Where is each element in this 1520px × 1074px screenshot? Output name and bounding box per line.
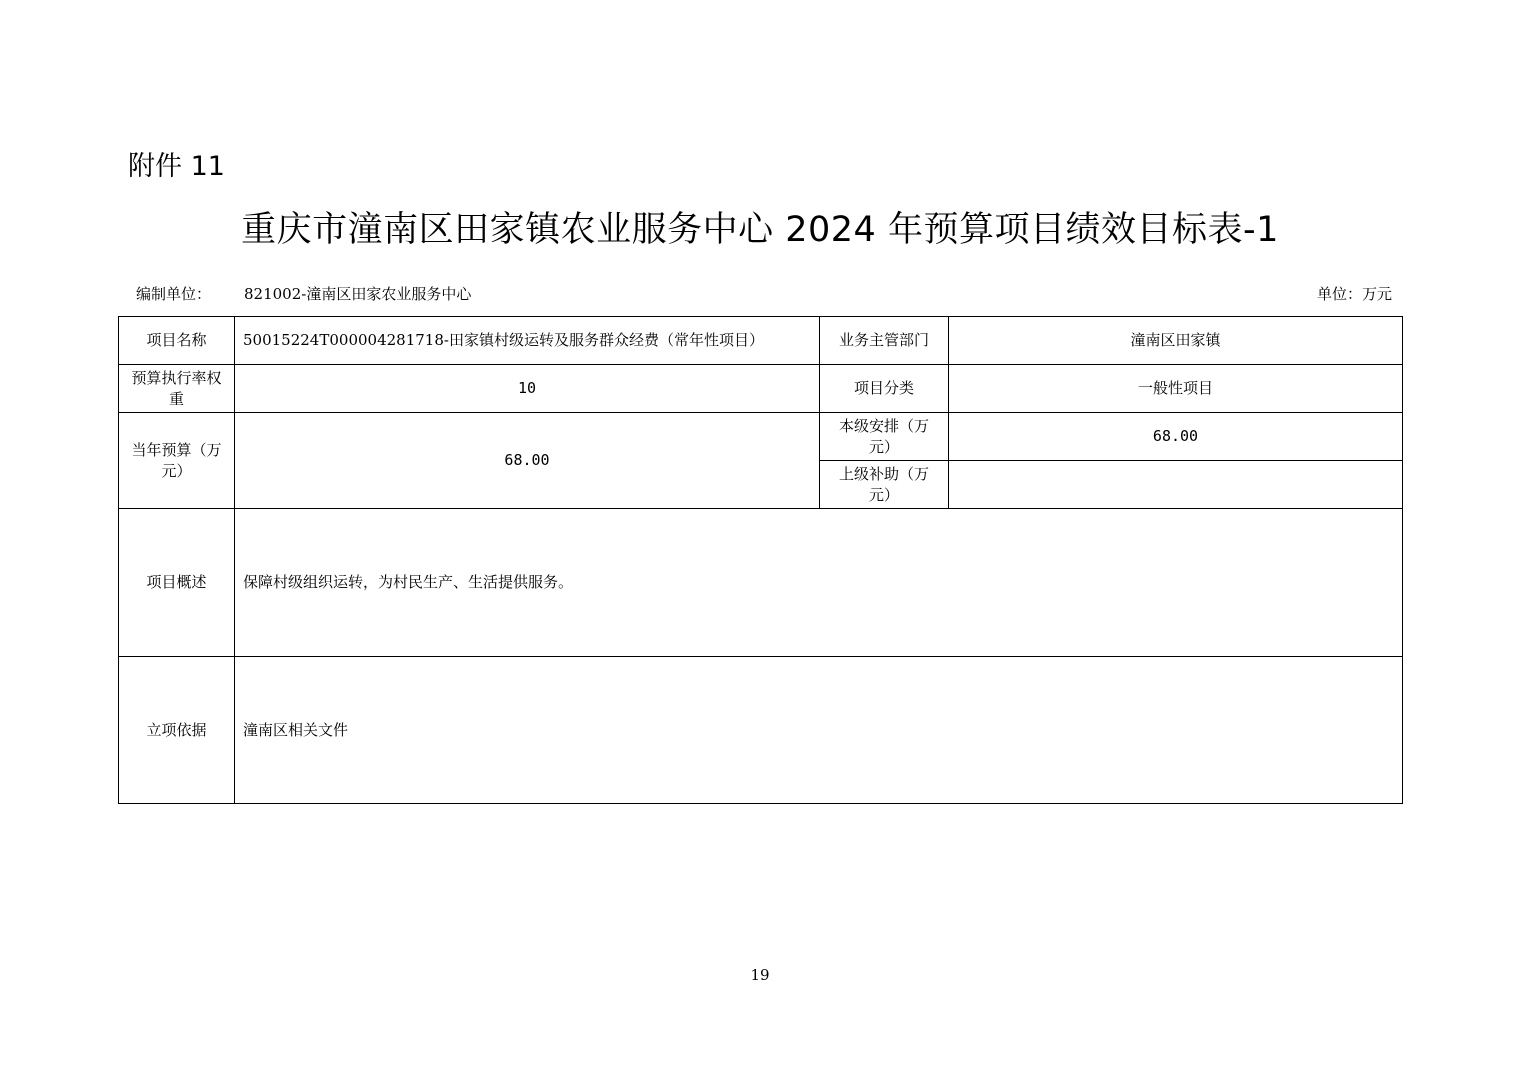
local-label: 本级安排（万元） xyxy=(820,413,949,461)
org-value: 821002-潼南区田家农业服务中心 xyxy=(244,285,472,303)
performance-table xyxy=(118,316,1403,804)
upper-label: 上级补助（万元） xyxy=(820,461,949,509)
upper-value xyxy=(949,461,1403,509)
weight-label: 预算执行率权重 xyxy=(119,365,235,413)
weight-value: 10 xyxy=(235,365,820,413)
dept-value: 潼南区田家镇 xyxy=(949,317,1403,365)
basis-label: 立项依据 xyxy=(119,657,235,804)
budget-value: 68.00 xyxy=(235,413,820,509)
category-value: 一般性项目 xyxy=(949,365,1403,413)
unit-label: 单位：万元 xyxy=(1316,285,1392,303)
budget-label: 当年预算（万元） xyxy=(119,413,235,509)
page-number: 19 xyxy=(750,966,770,984)
org-label: 编制单位： xyxy=(136,285,212,303)
local-value: 68.00 xyxy=(949,413,1403,461)
table-row xyxy=(119,413,1403,461)
table-row xyxy=(119,657,1403,804)
project-name-value: 50015224T000004281718-田家镇村级运转及服务群众经费（常年性项目） xyxy=(235,317,820,365)
page-title: 重庆市潼南区田家镇农业服务中心 2024 年预算项目绩效目标表-1 xyxy=(241,210,1279,250)
category-label: 项目分类 xyxy=(820,365,949,413)
project-name-label: 项目名称 xyxy=(119,317,235,365)
table-row xyxy=(119,365,1403,413)
overview-label: 项目概述 xyxy=(119,509,235,657)
attachment-label: 附件 11 xyxy=(128,151,225,182)
table-row xyxy=(119,317,1403,365)
overview-value: 保障村级组织运转，为村民生产、生活提供服务。 xyxy=(235,509,1403,657)
dept-label: 业务主管部门 xyxy=(820,317,949,365)
table-row xyxy=(119,509,1403,657)
basis-value: 潼南区相关文件 xyxy=(235,657,1403,804)
